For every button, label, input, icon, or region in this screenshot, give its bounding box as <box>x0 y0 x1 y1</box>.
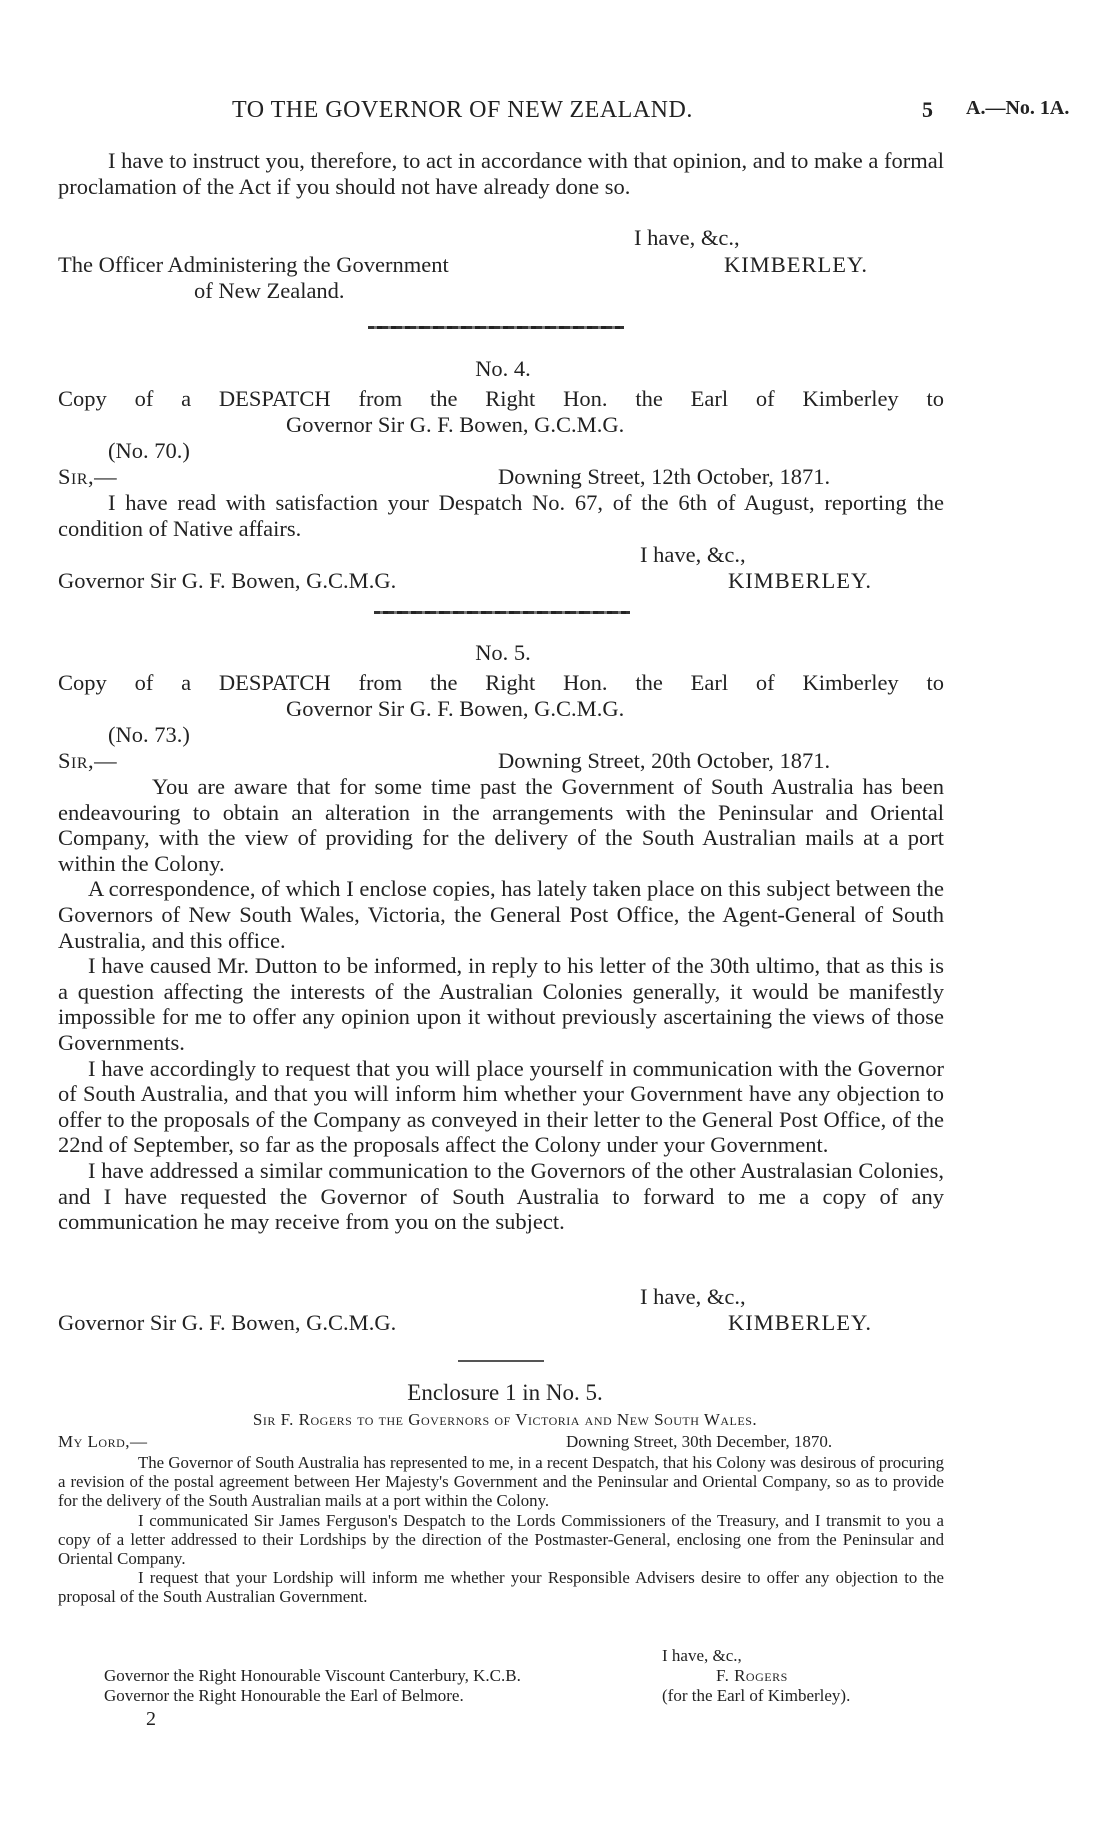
despatch5-body <box>58 774 944 1235</box>
despatch4-number: No. 4. <box>475 356 531 381</box>
enclosure-closing: I have, &c., <box>662 1646 742 1665</box>
despatch5-paragraph: I have caused Mr. Dutton to be informed, in reply to his letter of the 30th ultimo, that as this is a question affecting the interests of the Australian Colonies generally, it would be manifestly impossible for me to offer any opinion upon it without previously ascertaining the views of those Governments. <box>58 953 944 1055</box>
despatch4-place-date: Downing Street, 12th October, 1871. <box>498 464 831 489</box>
despatch5-paragraph: A correspondence, of which I enclose copies, has lately taken place on this subject between the Governors of New South Wales, Victoria, the General Post Office, the Agent-General of South Australia, and this office. <box>58 876 944 953</box>
document-reference: A.—No. 1A. <box>966 97 1070 119</box>
enclosure-addressee-line1: Governor the Right Honourable Viscount Canterbury, K.C.B. <box>104 1666 521 1685</box>
printer-signature-mark: 2 <box>146 1708 156 1730</box>
section-divider <box>458 1360 544 1362</box>
section-divider <box>368 326 624 329</box>
despatch5-place-date: Downing Street, 20th October, 1871. <box>498 748 831 773</box>
despatch5-copy-line1 <box>58 670 944 696</box>
enclosure-title: Enclosure 1 in No. 5. <box>407 1380 603 1405</box>
despatch4-paragraph: I have read with satisfaction your Despatch No. 67, of the 6th of August, reporting the condition of Native affairs. <box>58 490 944 541</box>
enclosure-paragraph: I communicated Sir James Ferguson's Despatch to the Lords Commissioners of the Treasury, and I transmit to you a copy of a letter addressed to their Lordships by the direction of the Postmaster-General, enclosing one from the Peninsular and Oriental Company. <box>58 1510 944 1569</box>
despatch4-ref: (No. 70.) <box>108 438 190 463</box>
enclosure-subtitle: Sir F. Rogers to the Governors of Victoria and New South Wales. <box>252 1410 758 1429</box>
despatch5-paragraph: I have addressed a similar communication to the Governors of the other Australasian Colonies, and I have requested the Governor of South Australia to forward to me a copy of any communication he may receive from you on the subject. <box>58 1157 944 1235</box>
running-title: TO THE GOVERNOR OF NEW ZEALAND. <box>232 97 693 123</box>
intro-signature: KIMBERLEY. <box>724 252 868 277</box>
despatch4-copy-line2: Governor Sir G. F. Bowen, G.C.M.G. <box>286 412 625 437</box>
despatch5-signature: KIMBERLEY. <box>728 1310 872 1335</box>
despatch5-ref: (No. 73.) <box>108 722 190 747</box>
despatch5-number: No. 5. <box>475 640 531 665</box>
despatch5-copy-text: Copy of a DESPATCH from the Right Hon. the Earl of Kimberley to <box>58 670 944 695</box>
section-divider <box>374 611 630 614</box>
despatch5-closing: I have, &c., <box>640 1284 746 1309</box>
despatch4-salutation: Sir,— <box>58 464 118 489</box>
enclosure-body <box>58 1453 944 1607</box>
despatch4-signature: KIMBERLEY. <box>728 568 872 593</box>
despatch5-salutation: Sir,— <box>58 748 118 773</box>
despatch4-addressee: Governor Sir G. F. Bowen, G.C.M.G. <box>58 568 397 593</box>
enclosure-salutation: My Lord,— <box>58 1432 148 1451</box>
intro-paragraph: I have to instruct you, therefore, to act in accordance with that opinion, and to make a formal proclamation of the Act if you should not have already done so. <box>58 148 944 199</box>
despatch4-copy-line1 <box>58 386 944 412</box>
intro-addressee-line2: of New Zealand. <box>194 278 345 303</box>
despatch5-paragraph: You are aware that for some time past the Government of South Australia has been endeavouring to obtain an alteration in the arrangements with the Peninsular and Oriental Company, with the view of providing for the delivery of the South Australian mails at a port within the Colony. <box>58 774 944 876</box>
despatch4-body <box>58 490 944 541</box>
intro-addressee-line1: The Officer Administering the Government <box>58 252 449 277</box>
despatch4-closing: I have, &c., <box>640 542 746 567</box>
despatch5-addressee: Governor Sir G. F. Bowen, G.C.M.G. <box>58 1310 397 1335</box>
enclosure-paragraph: The Governor of South Australia has represented to me, in a recent Despatch, that his Colony was desirous of procuring a revision of the postal agreement between Her Majesty's Government and the Peninsular and Oriental Company, so as to provide for the delivery of the South Australian mails at a port within the Colony. <box>58 1453 944 1511</box>
despatch5-paragraph: I have accordingly to request that you will place yourself in communication with the Governor of South Australia, and that you will inform him whether your Government have any objection to offer to the proposals of the Company as conveyed in their letter to the General Post Office, of the 22nd of September, so far as the proposals affect the Colony under your Government. <box>58 1055 944 1158</box>
enclosure-addressee-line2: Governor the Right Honourable the Earl of Belmore. <box>104 1686 464 1705</box>
page-number: 5 <box>922 97 933 122</box>
despatch5-copy-line2: Governor Sir G. F. Bowen, G.C.M.G. <box>286 696 625 721</box>
despatch4-copy-text: Copy of a DESPATCH from the Right Hon. the Earl of Kimberley to <box>58 386 944 411</box>
intro-section <box>58 148 944 199</box>
enclosure-place-date: Downing Street, 30th December, 1870. <box>566 1432 833 1451</box>
intro-closing: I have, &c., <box>634 225 740 250</box>
enclosure-paragraph: I request that your Lordship will inform me whether your Responsible Advisers desire to offer any objection to the proposal of the South Australian Government. <box>58 1568 944 1607</box>
enclosure-signature-note: (for the Earl of Kimberley). <box>662 1686 851 1705</box>
enclosure-signature: F. Rogers <box>716 1666 788 1685</box>
